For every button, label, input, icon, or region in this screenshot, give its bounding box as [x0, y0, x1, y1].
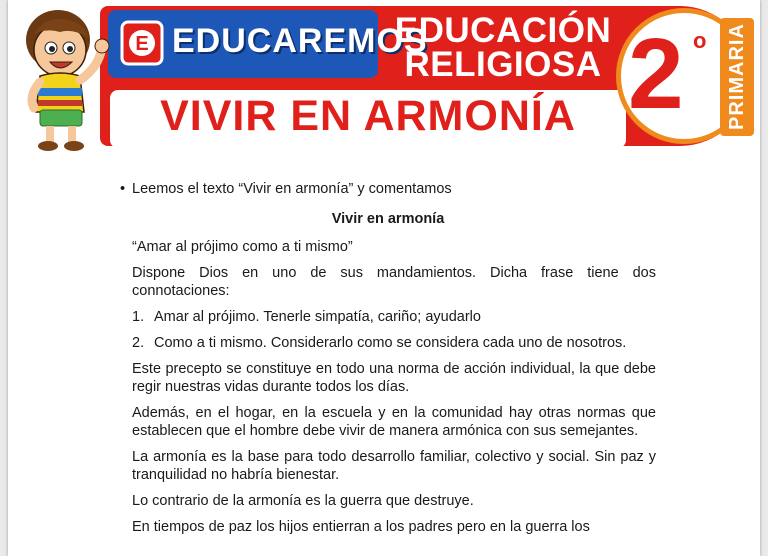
worksheet-title: VIVIR EN ARMONÍA	[160, 92, 576, 140]
subject-title	[388, 11, 618, 84]
paragraph: La armonía es la base para todo desarrollo familiar, colectivo y social. Sin paz y tranquilidad no habría bienestar.	[132, 449, 656, 483]
document-body	[120, 180, 656, 544]
subject-line-2: RELIGIOSA	[404, 45, 602, 84]
list-item	[132, 308, 656, 326]
list-item-text: Amar al prójimo. Tenerle simpatía, cariño; ayudarlo	[154, 309, 481, 325]
logo-letter: E	[135, 33, 149, 55]
bullet-icon: •	[120, 181, 126, 197]
brand-name: EDUCAREMOS	[172, 22, 428, 60]
list-item-number: 2.	[132, 335, 145, 351]
grade-number: 2	[628, 18, 684, 130]
intro-paragraph: Dispone Dios en uno de sus mandamientos. Dicha frase tiene dos connotaciones:	[132, 265, 656, 299]
header-banner	[8, 0, 760, 160]
paragraph: Este precepto se constituye en todo una norma de acción individual, la que debe regir nuestras vidas durante todos los días.	[132, 361, 656, 395]
list-item	[132, 334, 656, 352]
list-item-number: 1.	[132, 309, 145, 325]
grade-ordinal: o	[693, 28, 707, 53]
worksheet-page	[8, 0, 760, 556]
educaremos-logo-icon	[120, 18, 166, 68]
subject-line-1: EDUCACIÓN	[394, 11, 612, 50]
instruction-line	[120, 180, 656, 198]
paragraph: En tiempos de paz los hijos entierran a los padres pero en la guerra los	[132, 519, 590, 535]
paragraph: Además, en el hogar, en la escuela y en la comunidad hay otras normas que establecen que el hombre debe vivir de manera armónica con sus semejantes.	[132, 405, 656, 439]
paragraph: Lo contrario de la armonía es la guerra que destruye.	[132, 493, 474, 509]
instruction-text: Leemos el texto “Vivir en armonía” y comentamos	[132, 181, 452, 197]
level-label: PRIMARIA	[726, 23, 748, 131]
quote-line: “Amar al prójimo como a ti mismo”	[132, 239, 353, 255]
child-mascot-icon	[14, 4, 110, 154]
reading-title: Vivir en armonía	[331, 211, 445, 227]
list-item-text: Como a ti mismo. Considerarlo como se considera cada uno de nosotros.	[154, 335, 627, 351]
